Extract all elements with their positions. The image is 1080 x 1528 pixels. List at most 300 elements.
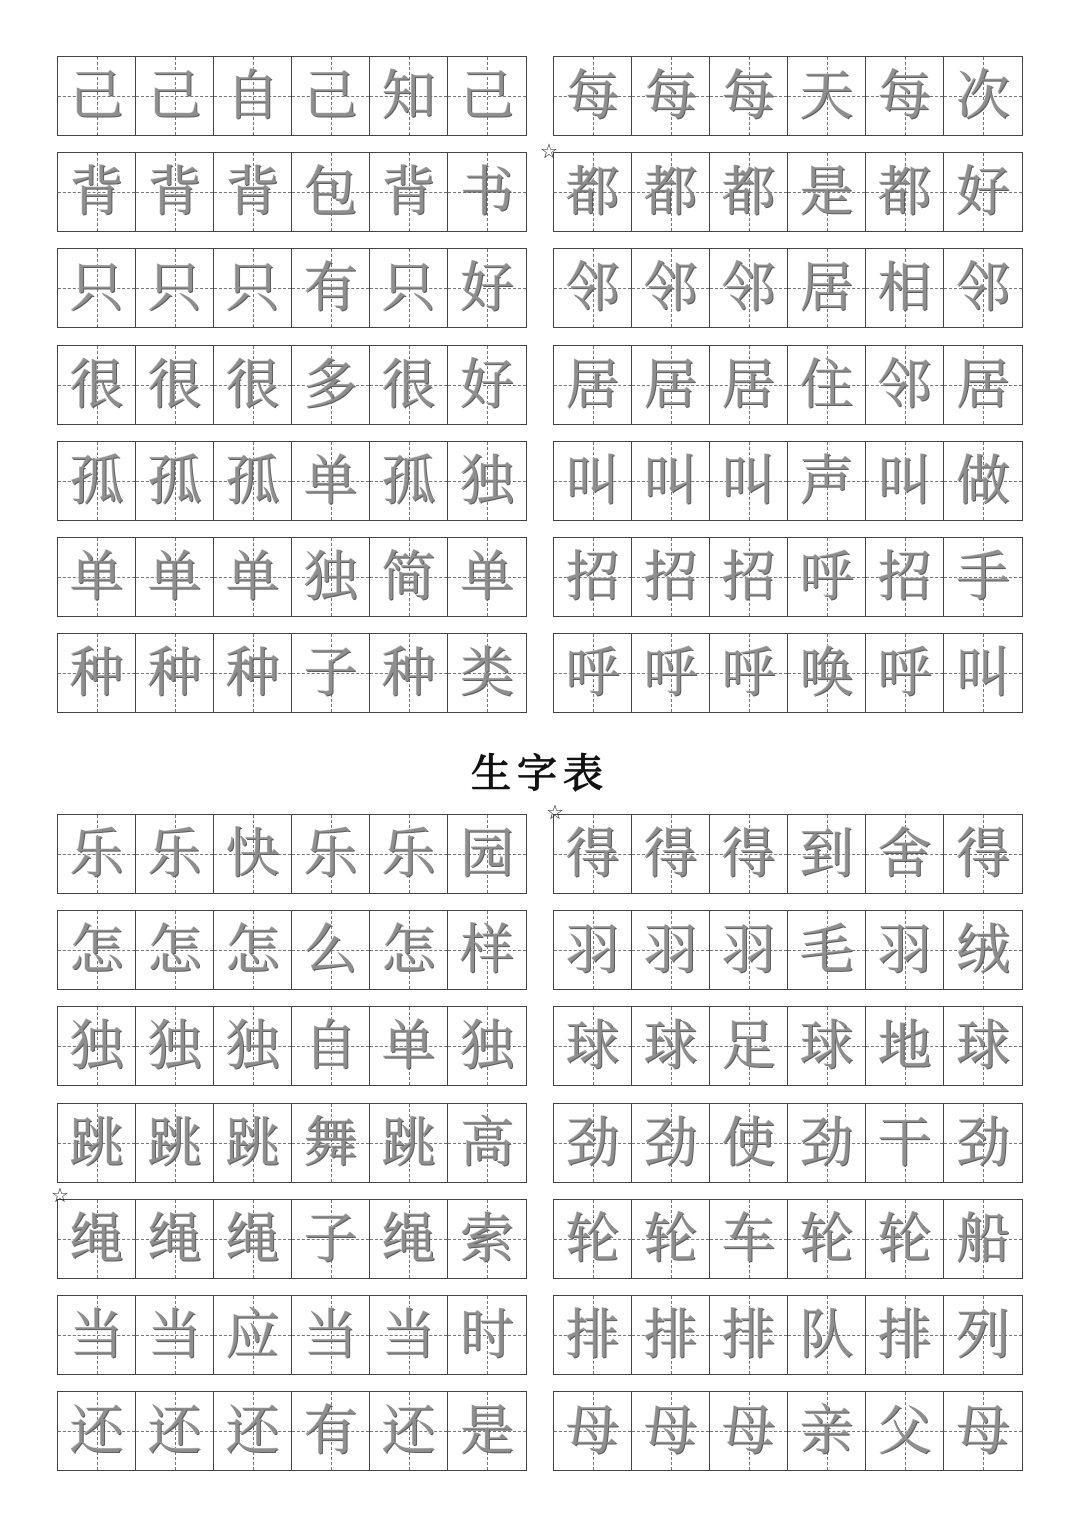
character-glyph: 招 xyxy=(643,545,698,608)
character-cell xyxy=(448,634,526,712)
character-glyph: 绳 xyxy=(225,1207,280,1270)
character-glyph: 索 xyxy=(460,1207,514,1270)
character-glyph: 单 xyxy=(69,545,124,608)
character-cell xyxy=(710,346,788,424)
character-row xyxy=(553,1199,1023,1279)
character-glyph: 当 xyxy=(303,1303,358,1366)
character-glyph: 独 xyxy=(460,449,514,512)
character-cell xyxy=(292,442,370,520)
character-glyph: 只 xyxy=(69,256,124,319)
character-cell xyxy=(292,249,370,327)
character-cell xyxy=(292,911,370,989)
character-glyph: 绳 xyxy=(69,1207,124,1270)
character-cell xyxy=(944,442,1022,520)
character-glyph: 时 xyxy=(460,1303,514,1366)
character-cell xyxy=(214,815,292,893)
character-row xyxy=(57,1103,527,1183)
character-glyph: 舍 xyxy=(877,822,932,885)
character-cell xyxy=(370,1392,448,1470)
character-cell xyxy=(944,1007,1022,1085)
character-glyph: 队 xyxy=(799,1303,854,1366)
character-cell xyxy=(632,346,710,424)
character-cell xyxy=(292,634,370,712)
character-glyph: 轮 xyxy=(643,1207,698,1270)
character-cell xyxy=(448,815,526,893)
character-glyph: 居 xyxy=(799,256,854,319)
character-cell xyxy=(788,442,866,520)
character-glyph: 独 xyxy=(225,1014,280,1077)
character-cell xyxy=(788,249,866,327)
character-cell xyxy=(292,1007,370,1085)
character-glyph: 呼 xyxy=(721,641,776,704)
character-cell xyxy=(710,815,788,893)
character-row xyxy=(57,248,527,328)
character-cell xyxy=(866,346,944,424)
character-glyph: 都 xyxy=(721,160,776,223)
character-glyph: 快 xyxy=(225,822,280,885)
character-glyph: 次 xyxy=(956,64,1010,127)
character-glyph: 乐 xyxy=(381,822,436,885)
character-cell xyxy=(58,57,136,135)
character-glyph: 很 xyxy=(69,353,124,416)
character-cell xyxy=(292,1296,370,1374)
character-cell xyxy=(710,1392,788,1470)
character-cell xyxy=(370,153,448,231)
character-glyph: 叫 xyxy=(956,641,1010,704)
character-cell xyxy=(214,442,292,520)
character-cell xyxy=(788,1007,866,1085)
character-glyph: 种 xyxy=(381,641,436,704)
character-glyph: 怎 xyxy=(225,918,280,981)
character-cell xyxy=(58,1296,136,1374)
character-cell xyxy=(866,57,944,135)
character-cell xyxy=(214,1296,292,1374)
character-cell xyxy=(632,153,710,231)
character-glyph: 是 xyxy=(799,160,854,223)
character-glyph: 是 xyxy=(460,1399,514,1462)
character-cell xyxy=(370,249,448,327)
character-cell xyxy=(292,815,370,893)
character-cell xyxy=(866,538,944,616)
character-glyph: 己 xyxy=(303,64,358,127)
character-cell xyxy=(554,1296,632,1374)
character-glyph: 背 xyxy=(147,160,202,223)
character-cell xyxy=(370,1200,448,1278)
character-cell xyxy=(866,1392,944,1470)
character-glyph: 种 xyxy=(225,641,280,704)
character-cell xyxy=(710,634,788,712)
character-glyph: 独 xyxy=(147,1014,202,1077)
character-cell xyxy=(944,538,1022,616)
character-glyph: 羽 xyxy=(643,918,698,981)
character-glyph: 独 xyxy=(460,1014,514,1077)
character-cell xyxy=(944,634,1022,712)
character-glyph: 自 xyxy=(303,1014,358,1077)
character-cell xyxy=(554,442,632,520)
character-glyph: 住 xyxy=(799,353,854,416)
character-glyph: 叫 xyxy=(877,449,932,512)
character-cell xyxy=(448,538,526,616)
character-glyph: 孤 xyxy=(69,449,124,512)
character-glyph: 招 xyxy=(565,545,620,608)
character-cell xyxy=(866,249,944,327)
character-cell xyxy=(632,249,710,327)
character-cell xyxy=(58,1007,136,1085)
character-cell xyxy=(788,538,866,616)
character-glyph: 排 xyxy=(721,1303,776,1366)
character-glyph: 声 xyxy=(799,449,854,512)
character-glyph: 劲 xyxy=(799,1111,854,1174)
character-row xyxy=(57,537,527,617)
character-glyph: 邻 xyxy=(721,256,776,319)
character-glyph: 手 xyxy=(956,545,1010,608)
character-cell xyxy=(136,153,214,231)
character-row xyxy=(553,910,1023,990)
character-cell xyxy=(136,249,214,327)
character-row xyxy=(57,633,527,713)
character-glyph: 应 xyxy=(225,1303,280,1366)
character-glyph: 亲 xyxy=(799,1399,854,1462)
character-cell xyxy=(136,1392,214,1470)
character-cell xyxy=(292,1392,370,1470)
character-glyph: 车 xyxy=(721,1207,776,1270)
character-glyph: 很 xyxy=(147,353,202,416)
character-glyph: 排 xyxy=(643,1303,698,1366)
character-row xyxy=(57,814,527,894)
character-glyph: 还 xyxy=(147,1399,202,1462)
character-glyph: 怎 xyxy=(381,918,436,981)
character-glyph: 母 xyxy=(565,1399,620,1462)
character-glyph: 居 xyxy=(721,353,776,416)
character-glyph: 乐 xyxy=(69,822,124,885)
character-cell xyxy=(214,1104,292,1182)
character-glyph: 怎 xyxy=(147,918,202,981)
character-cell xyxy=(448,249,526,327)
character-glyph: 到 xyxy=(799,822,854,885)
character-glyph: 唤 xyxy=(799,641,854,704)
character-cell xyxy=(632,1104,710,1182)
character-cell xyxy=(554,911,632,989)
character-glyph: 单 xyxy=(225,545,280,608)
character-glyph: 当 xyxy=(381,1303,436,1366)
character-cell xyxy=(448,1200,526,1278)
character-cell xyxy=(788,57,866,135)
character-cell xyxy=(632,634,710,712)
character-cell xyxy=(554,538,632,616)
character-cell xyxy=(370,538,448,616)
character-cell xyxy=(554,153,632,231)
character-glyph: 母 xyxy=(721,1399,776,1462)
character-cell xyxy=(788,815,866,893)
character-glyph: 排 xyxy=(877,1303,932,1366)
character-glyph: 相 xyxy=(877,256,932,319)
character-glyph: 轮 xyxy=(877,1207,932,1270)
character-cell xyxy=(554,1104,632,1182)
character-cell xyxy=(866,634,944,712)
character-cell xyxy=(710,1007,788,1085)
character-glyph: 还 xyxy=(69,1399,124,1462)
star-marker-icon: ☆ xyxy=(540,139,558,163)
character-cell xyxy=(788,1296,866,1374)
character-cell xyxy=(370,1104,448,1182)
character-cell xyxy=(136,538,214,616)
character-glyph: 居 xyxy=(565,353,620,416)
character-glyph: 羽 xyxy=(721,918,776,981)
character-glyph: 羽 xyxy=(565,918,620,981)
character-glyph: 背 xyxy=(381,160,436,223)
character-cell xyxy=(944,1296,1022,1374)
character-row xyxy=(553,1006,1023,1086)
character-cell xyxy=(58,1200,136,1278)
character-cell xyxy=(866,911,944,989)
character-glyph: 好 xyxy=(956,160,1010,223)
character-cell xyxy=(448,1104,526,1182)
character-glyph: 邻 xyxy=(877,353,932,416)
character-cell xyxy=(632,538,710,616)
character-glyph: 球 xyxy=(565,1014,620,1077)
character-cell xyxy=(214,1200,292,1278)
character-glyph: 招 xyxy=(877,545,932,608)
character-row xyxy=(57,910,527,990)
character-cell xyxy=(214,57,292,135)
character-cell xyxy=(136,634,214,712)
character-glyph: 劲 xyxy=(565,1111,620,1174)
character-cell xyxy=(58,153,136,231)
character-glyph: 绒 xyxy=(956,918,1010,981)
page-title: 生字表 xyxy=(471,750,609,797)
character-cell xyxy=(136,1007,214,1085)
character-glyph: 单 xyxy=(460,545,514,608)
character-glyph: 只 xyxy=(147,256,202,319)
character-cell xyxy=(292,153,370,231)
character-glyph: 邻 xyxy=(643,256,698,319)
character-cell xyxy=(788,1392,866,1470)
character-glyph: 招 xyxy=(721,545,776,608)
character-glyph: 得 xyxy=(721,822,776,885)
character-glyph: 简 xyxy=(381,545,436,608)
character-glyph: 孤 xyxy=(147,449,202,512)
character-glyph: 母 xyxy=(956,1399,1010,1462)
character-glyph: 单 xyxy=(381,1014,436,1077)
character-glyph: 得 xyxy=(565,822,620,885)
character-glyph: 父 xyxy=(877,1399,932,1462)
character-cell xyxy=(370,634,448,712)
character-row xyxy=(553,814,1023,894)
character-glyph: 呼 xyxy=(643,641,698,704)
character-cell xyxy=(944,249,1022,327)
character-row xyxy=(553,56,1023,136)
character-cell xyxy=(58,249,136,327)
character-glyph: 很 xyxy=(381,353,436,416)
character-glyph: 好 xyxy=(460,256,514,319)
character-cell xyxy=(292,57,370,135)
character-glyph: 轮 xyxy=(799,1207,854,1270)
character-glyph: 孤 xyxy=(381,449,436,512)
character-row xyxy=(553,1391,1023,1471)
character-glyph: 居 xyxy=(956,353,1010,416)
star-marker-icon: ☆ xyxy=(51,1183,69,1207)
character-glyph: 每 xyxy=(643,64,698,127)
character-cell xyxy=(370,346,448,424)
character-cell xyxy=(710,442,788,520)
character-cell xyxy=(292,1200,370,1278)
character-glyph: 独 xyxy=(303,545,358,608)
character-cell xyxy=(58,442,136,520)
character-cell xyxy=(632,57,710,135)
character-glyph: 地 xyxy=(877,1014,932,1077)
character-glyph: 当 xyxy=(147,1303,202,1366)
character-glyph: 单 xyxy=(303,449,358,512)
character-glyph: 乐 xyxy=(147,822,202,885)
character-glyph: 种 xyxy=(69,641,124,704)
character-cell xyxy=(710,1296,788,1374)
character-cell xyxy=(632,1296,710,1374)
character-glyph: 都 xyxy=(643,160,698,223)
character-glyph: 跳 xyxy=(69,1111,124,1174)
character-glyph: 每 xyxy=(565,64,620,127)
character-cell xyxy=(554,249,632,327)
character-glyph: 居 xyxy=(643,353,698,416)
character-glyph: 跳 xyxy=(381,1111,436,1174)
character-cell xyxy=(866,442,944,520)
character-glyph: 还 xyxy=(381,1399,436,1462)
character-cell xyxy=(136,1104,214,1182)
character-row xyxy=(57,1006,527,1086)
character-cell xyxy=(710,249,788,327)
character-glyph: 只 xyxy=(225,256,280,319)
character-glyph: 母 xyxy=(643,1399,698,1462)
character-cell xyxy=(866,153,944,231)
character-glyph: 背 xyxy=(69,160,124,223)
character-cell xyxy=(554,634,632,712)
character-cell xyxy=(944,1392,1022,1470)
character-cell xyxy=(448,153,526,231)
character-row xyxy=(57,441,527,521)
character-glyph: 列 xyxy=(956,1303,1010,1366)
character-cell xyxy=(214,1007,292,1085)
character-cell xyxy=(710,1104,788,1182)
character-glyph: 都 xyxy=(877,160,932,223)
character-cell xyxy=(58,815,136,893)
character-glyph: 书 xyxy=(460,160,514,223)
character-glyph: 绳 xyxy=(147,1207,202,1270)
character-glyph: 呼 xyxy=(799,545,854,608)
character-cell xyxy=(448,1392,526,1470)
character-row xyxy=(553,1295,1023,1375)
character-cell xyxy=(370,1007,448,1085)
character-glyph: 好 xyxy=(460,353,514,416)
character-cell xyxy=(944,153,1022,231)
character-row xyxy=(57,1295,527,1375)
character-cell xyxy=(136,911,214,989)
character-row xyxy=(553,1103,1023,1183)
character-cell xyxy=(866,1007,944,1085)
character-glyph: 毛 xyxy=(799,918,854,981)
character-row xyxy=(553,633,1023,713)
character-glyph: 叫 xyxy=(565,449,620,512)
character-cell xyxy=(788,634,866,712)
character-cell xyxy=(788,153,866,231)
character-cell xyxy=(136,346,214,424)
character-cell xyxy=(710,153,788,231)
character-glyph: 多 xyxy=(303,353,358,416)
character-cell xyxy=(554,1392,632,1470)
character-glyph: 当 xyxy=(69,1303,124,1366)
character-cell xyxy=(370,57,448,135)
character-glyph: 己 xyxy=(147,64,202,127)
character-cell xyxy=(58,911,136,989)
character-glyph: 独 xyxy=(69,1014,124,1077)
character-cell xyxy=(944,57,1022,135)
character-glyph: 船 xyxy=(956,1207,1010,1270)
character-cell xyxy=(710,1200,788,1278)
character-cell xyxy=(214,249,292,327)
character-cell xyxy=(866,1200,944,1278)
character-glyph: 绳 xyxy=(381,1207,436,1270)
character-glyph: 呼 xyxy=(565,641,620,704)
character-glyph: 怎 xyxy=(69,918,124,981)
character-glyph: 劲 xyxy=(643,1111,698,1174)
character-cell xyxy=(632,911,710,989)
character-row xyxy=(553,248,1023,328)
character-cell xyxy=(632,1007,710,1085)
character-row xyxy=(553,441,1023,521)
character-glyph: 使 xyxy=(721,1111,776,1174)
character-cell xyxy=(136,1296,214,1374)
character-glyph: 每 xyxy=(721,64,776,127)
character-row xyxy=(553,152,1023,232)
character-cell xyxy=(448,442,526,520)
character-glyph: 排 xyxy=(565,1303,620,1366)
character-glyph: 劲 xyxy=(956,1111,1010,1174)
character-row xyxy=(57,56,527,136)
character-cell xyxy=(632,1392,710,1470)
character-cell xyxy=(866,1104,944,1182)
character-glyph: 球 xyxy=(956,1014,1010,1077)
character-cell xyxy=(136,815,214,893)
character-glyph: 舞 xyxy=(303,1111,358,1174)
character-cell xyxy=(554,346,632,424)
character-glyph: 种 xyxy=(147,641,202,704)
character-cell xyxy=(554,1007,632,1085)
character-cell xyxy=(788,911,866,989)
character-glyph: 足 xyxy=(721,1014,776,1077)
star-marker-icon: ☆ xyxy=(546,800,564,824)
character-cell xyxy=(58,1104,136,1182)
character-glyph: 得 xyxy=(956,822,1010,885)
character-cell xyxy=(788,1200,866,1278)
character-glyph: 有 xyxy=(303,256,358,319)
character-glyph: 都 xyxy=(565,160,620,223)
character-cell xyxy=(554,57,632,135)
character-glyph: 天 xyxy=(799,64,854,127)
character-cell xyxy=(866,1296,944,1374)
character-cell xyxy=(136,442,214,520)
character-glyph: 孤 xyxy=(225,449,280,512)
character-glyph: 么 xyxy=(303,918,358,981)
character-cell xyxy=(214,538,292,616)
character-glyph: 每 xyxy=(877,64,932,127)
character-cell xyxy=(554,815,632,893)
character-cell xyxy=(710,57,788,135)
character-row xyxy=(553,537,1023,617)
character-glyph: 单 xyxy=(147,545,202,608)
character-cell xyxy=(370,1296,448,1374)
character-cell xyxy=(632,1200,710,1278)
character-glyph: 干 xyxy=(877,1111,932,1174)
character-glyph: 包 xyxy=(303,160,358,223)
character-glyph: 己 xyxy=(460,64,514,127)
